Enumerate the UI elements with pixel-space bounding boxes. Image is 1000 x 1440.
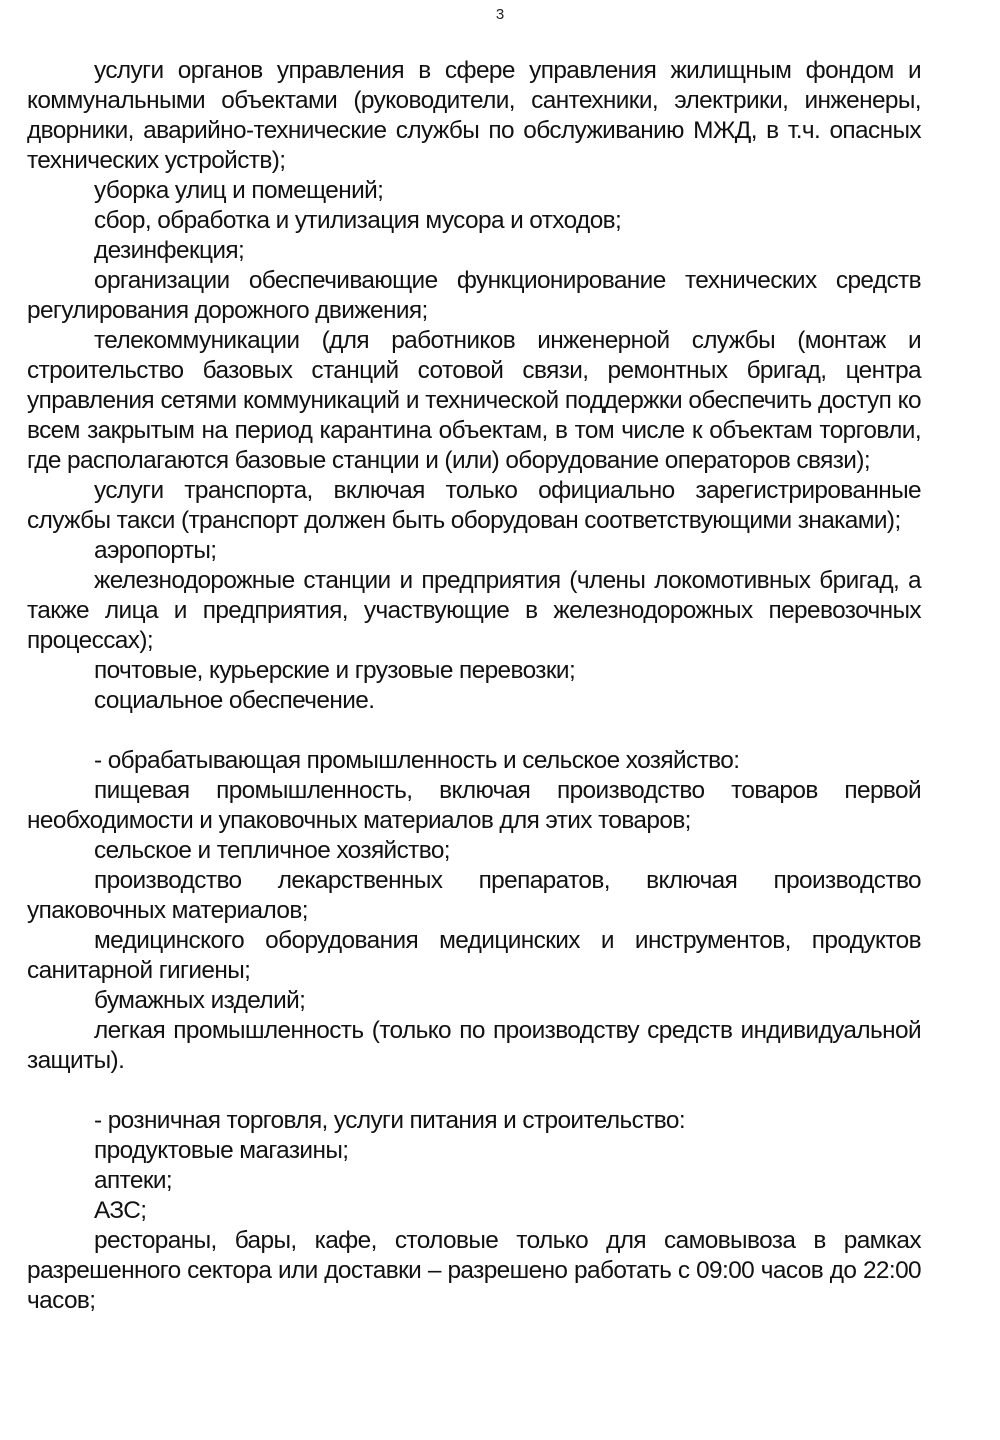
paragraph-transport: услуги транспорта, включая только официально зарегистрированные службы такси (транспорт должен быть оборудован соответствующими знаками); bbox=[27, 477, 921, 534]
spacer bbox=[27, 1076, 921, 1106]
paragraph-social: социальное обеспечение. bbox=[94, 687, 375, 714]
paragraph-traffic-control: организации обеспечивающие функционирование технических средств регулирования дорожного движения; bbox=[27, 267, 921, 324]
paragraph-airports: аэропорты; bbox=[94, 537, 217, 564]
list-item: АЗС; bbox=[94, 1197, 147, 1224]
paragraph-postal: почтовые, курьерские и грузовые перевозки; bbox=[94, 657, 576, 684]
section-heading-manufacturing: - обрабатывающая промышленность и сельское хозяйство: bbox=[94, 747, 740, 774]
paragraph-waste: сбор, обработка и утилизация мусора и отходов; bbox=[94, 207, 622, 234]
list-item: легкая промышленность (только по производству средств индивидуальной защиты). bbox=[27, 1017, 921, 1074]
list-item: медицинского оборудования медицинских и инструментов, продуктов санитарной гигиены; bbox=[27, 927, 921, 984]
paragraph-housing-services: услуги органов управления в сфере управления жилищным фондом и коммунальными объектами (руководители, сантехники, электрики, инженеры, дворники, аварийно-технические службы по обслуживанию МЖД, в т.ч. опасных технических устройств); bbox=[27, 57, 921, 174]
list-item: бумажных изделий; bbox=[94, 987, 306, 1014]
list-item: пищевая промышленность, включая производство товаров первой необходимости и упаковочных материалов для этих товаров; bbox=[27, 777, 921, 834]
paragraph-telecom: телекоммуникации (для работников инженерной службы (монтаж и строительство базовых станций сотовой связи, ремонтных бригад, центра управления сетями коммуникаций и технической поддержки обеспечить доступ ко всем закрытым на период карантина объектам, в том числе к объектам торговли, где располагаются базовые станции и (или) оборудование операторов связи); bbox=[27, 327, 921, 474]
list-item: продуктовые магазины; bbox=[94, 1137, 349, 1164]
document-body bbox=[27, 56, 921, 1316]
list-item: аптеки; bbox=[94, 1167, 173, 1194]
paragraph-street-cleaning: уборка улиц и помещений; bbox=[94, 177, 384, 204]
page-number: 3 bbox=[495, 6, 505, 23]
spacer bbox=[27, 716, 921, 746]
list-item: сельское и тепличное хозяйство; bbox=[94, 837, 450, 864]
list-item: рестораны, бары, кафе, столовые только для самовывоза в рамках разрешенного сектора или доставки – разрешено работать с 09:00 часов до 22:00 часов; bbox=[27, 1227, 921, 1314]
list-item: производство лекарственных препаратов, включая производство упаковочных материалов; bbox=[27, 867, 921, 924]
paragraph-disinfection: дезинфекция; bbox=[94, 237, 245, 264]
paragraph-railway: железнодорожные станции и предприятия (члены локомотивных бригад, а также лица и предприятия, участвующие в железнодорожных перевозочных процессах); bbox=[27, 567, 921, 654]
section-heading-retail: - розничная торговля, услуги питания и строительство: bbox=[94, 1107, 686, 1134]
